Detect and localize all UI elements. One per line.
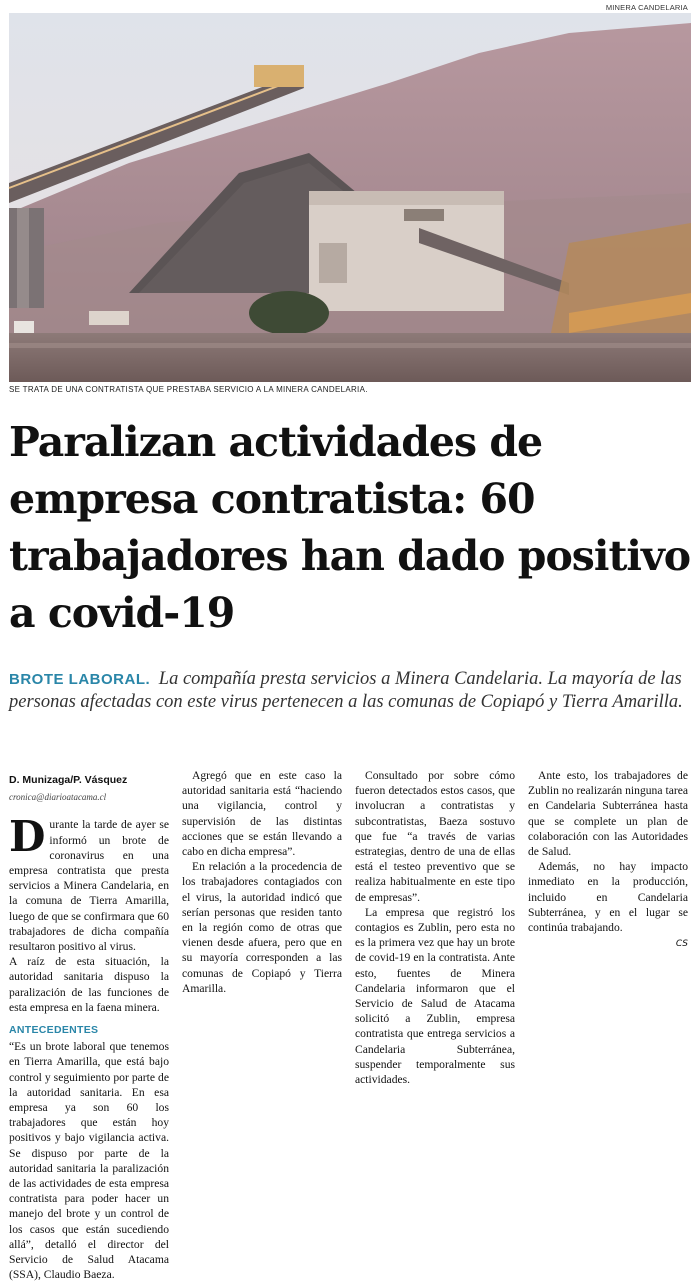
paragraph-2: A raíz de esta situación, la autoridad sanitaria dispuso la paralización de las funciones de esta empresa en la faena minera. [9,955,169,1014]
paragraph-7: La empresa que registró los contagios es Zublin, pero esta no es la primera vez que hay un brote de covid-19 en la contratista. Ante esto, fuentes de Minera Candelaria informaron que el Servicio de Salud de Atacama solicitó a Zublin, empresa contratista que entrega servicios a Candelaria Subterránea, suspender temporalmente sus actividades. [355,905,515,1087]
lead-paragraph [9,668,691,713]
article-column-2 [182,768,342,1108]
article-body [9,768,691,1282]
byline: D. Munizaga/P. Vásquez [9,774,128,786]
author-email[interactable]: cronica@diarioatacama.cl [9,792,107,803]
paragraph-4: Agregó que en este caso la autoridad sanitaria está “haciendo una vigilancia, control y supervisión de las distintas acciones que se están llevando a cabo en dicha empresa”. [182,769,342,859]
paragraph-6: Consultado por sobre cómo fueron detectados estos casos, que involucran a contratistas y subcontratistas, Baeza sostuvo que fue “a través de varias estrategias, dentro de una de ellas está el testeo preventivo que se realiza habitualmente en este tipo de empresas”. [355,769,515,904]
lead-kicker: BROTE LABORAL. [9,671,151,688]
lead-text: La compañía presta servicios a Minera Candelaria. La mayoría de las personas afectadas con este virus pertenecen a las comunas de Copiapó y Tierra Amarilla. [9,669,683,712]
mine-conveyor-photo-icon [9,13,691,382]
signoff: CS [675,939,688,950]
article-column-3 [355,768,515,1108]
article-column-4 [528,768,688,1108]
headline: Paralizan actividades de empresa contratista: 60 trabajadores han dado positivo a covid-19 [9,418,691,637]
subhead-antecedentes: ANTECEDENTES [9,1024,99,1037]
mine-photo [9,13,691,382]
paragraph-1: Durante la tarde de ayer se informó un brote de coronavirus en una empresa contratista que presta servicios a Minera Candelaria, en la comuna de Tierra Amarilla, luego de que se confirmara que 60 trabajadores de dicha compañía resultaron positivo al virus. [9,812,169,954]
paragraph-8: Ante esto, los trabajadores de Zublin no realizarán ninguna tarea en Candelaria Subterránea hasta que se complete un plan de colaboración con las Autoridades de Salud. [528,769,688,859]
dropcap: D [9,812,46,862]
photo-caption: SE TRATA DE UNA CONTRATISTA QUE PRESTABA SERVICIO A LA MINERA CANDELARIA. [9,385,368,394]
paragraph-3: “Es un brote laboral que tenemos en Tierra Amarilla, que está bajo control y seguimiento por parte de la autoridad sanitaria. En esa empresa ya son 60 los trabajadores que están hoy positivos y bajo vigilancia activa. Se dispuso por parte de la autoridad sanitaria la paralización de las actividades de esta empresa contratista para poder hacer un manejo del brote y un control de los casos que están sucediendo allá”, detalló el director del Servicio de Salud Atacama (SSA), Claudio Baeza. [9,1040,169,1282]
paragraph-9: Además, no hay impacto inmediato en la producción, incluido en Candelaria Subterránea, y en el lugar se continúa trabajando. [528,860,688,935]
photo-credit: MINERA CANDELARIA [605,3,688,12]
paragraph-5: En relación a la procedencia de los trabajadores contagiados con el virus, la autoridad indicó que serían personas que residen tanto en la región como de otras que vienen desde afuera, pero que en su mayoría corresponden a las comunas de Copiapó y Tierra Amarilla. [182,860,342,995]
article-column-1 [9,768,169,1282]
